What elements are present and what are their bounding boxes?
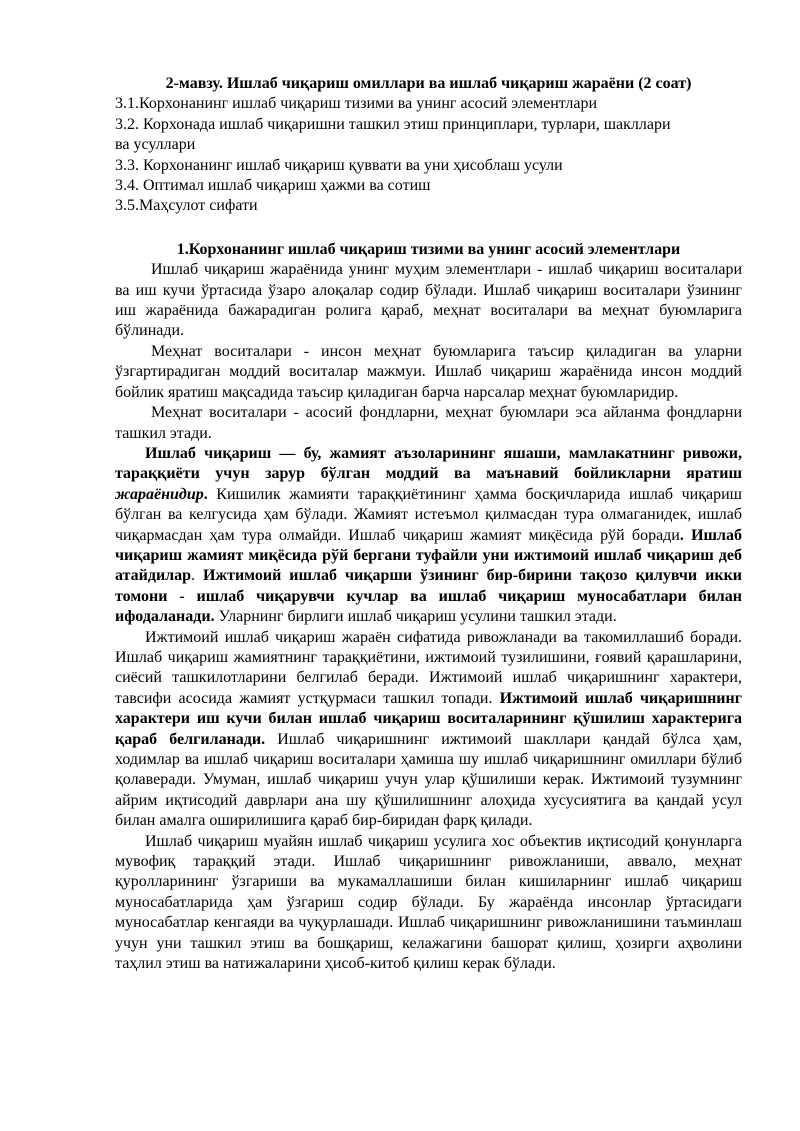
toc-item: 3.5.Маҳсулот сифати: [115, 197, 258, 215]
paragraph: Меҳнат воситалари - асосий фондларни, меҳнат буюмлари эса айланма фондларни ташкил этади.: [115, 404, 742, 442]
body-text: .: [191, 567, 204, 585]
toc-item: 3.4. Оптимал ишлаб чиқариш ҳажми ва сотиш: [115, 177, 431, 195]
body-text: Кишилик жамияти тараққиётининг ҳамма босқичларида ишлаб чиқариш бўлган ва келгусида ҳам бўлади. Жамият истеъмол қилмасдан тура олмаганидек, ишлаб чиқармасдан ҳам тура олмайди. Ишлаб чиқариш жамият миқёсида рўй боради: [115, 485, 742, 544]
paragraph-definition: [115, 444, 742, 628]
document-page: [115, 74, 742, 974]
bold-text: .: [203, 485, 208, 503]
toc-item: 3.1.Корхонанинг ишлаб чиқариш тизими ва унинг асосий элементлари: [115, 95, 597, 113]
bold-text: Ишлаб чиқариш — бу, жамият аъзоларининг яшаши, мамлакатнинг ривожи, тараққиёти учун зарур бўлган моддий ва маънавий бойликларни яратиш: [115, 444, 742, 483]
toc-item: 3.2. Корхонада ишлаб чиқаришни ташкил этиш принциплари, турлари, шакллари ва усуллари: [115, 115, 671, 154]
table-of-contents: [115, 94, 742, 216]
bold-text: Ижтимоий ишлаб чиқарши ўзининг бир-бирини тақозо қилувчи икки томони - ишлаб чиқарувчи кучлар ва ишлаб чиқариш муносабатлари билан ифодаланади.: [115, 567, 743, 626]
paragraph: Меҳнат воситалари - инсон меҳнат буюмларига таъсир қиладиган ва уларни ўзгартирадиган моддий воситалар мажмуи. Ишлаб чиқариш жараёнида инсон моддий бойлик яратиш мақсадида таъсир қиладиган барча нарсалар меҳнат буюмларидир.: [115, 342, 742, 401]
document-title: 2-мавзу. Ишлаб чиқариш омиллари ва ишлаб чиқариш жараёни (2 соат): [165, 75, 692, 92]
paragraph: [115, 628, 742, 832]
body-text: Уларнинг бирлиги ишлаб чиқариш усулини ташкил этади.: [214, 608, 617, 626]
section-heading: 1.Корхонанинг ишлаб чиқариш тизими ва унинг асосий элементлари: [176, 240, 681, 258]
bold-italic-text: жараёнидир: [115, 485, 204, 503]
bold-text: Ижтимоий ишлаб чиқаришнинг характери иш кучи билан ишлаб чиқариш воситаларининг қўшилиш характерига қараб белгиланади.: [115, 689, 742, 748]
body-text: Ижтимоий ишлаб чиқариш жараён сифатида ривожланади ва такомиллашиб боради. Ишлаб чиқариш жамиятнинг тараққиётини, ижтимоий тузилишини, ғоявий қарашларини, сиёсий ташкилотларини белгилаб беради. Ижтимоий ишлаб чиқаришнинг характери, тавсифи асосида жамият устқурмаси ташкил топади.: [115, 628, 742, 707]
bold-text: . Ишлаб чиқариш жамият миқёсида рўй бергани туфайли уни ижтимоий ишлаб чиқариш деб атайдилар: [115, 526, 742, 585]
toc-item: 3.3. Корхонанинг ишлаб чиқариш қуввати ва уни ҳисоблаш усули: [115, 156, 563, 174]
body-text: Ишлаб чиқаришнинг ижтимоий шакллари қандай бўлса ҳам, ходимлар ва ишлаб чиқариш воситалари ҳамиша шу ишлаб чиқаришнинг омиллари бўлиб қолаверади. Умуман, ишлаб чиқариш учун улар қўшилиши керак. Ижтимоий тузумнинг айрим иқтисодий даврлари ана шу қўшилишнинг алоҳида хусусиятига ва қандай усул билан амалга оширилишига қараб бир-биридан фарқ қилади.: [115, 730, 742, 830]
paragraph: Ишлаб чиқариш муайян ишлаб чиқариш усулига хос объектив иқтисодий қонунларга мувофиқ тараққий этади. Ишлаб чиқаришнинг ривожланиши, аввало, меҳнат қуролларининг ўзгариши ва мукамаллашиши билан кишиларнинг ишлаб чиқариш муносабатларида ҳам ўзгариш содир бўлади. Бу жараёнда инсонлар ўртасидаги муносабатлар кенгаяди ва чуқурлашади. Ишлаб чиқаришнинг ривожланишини таъминлаш учун уни ташкил этиш ва бошқариш, келажагини башорат қилиш, ҳозирги аҳволини таҳлил этиш ва натижаларини ҳисоб-китоб қилиш керак бўлади.: [115, 832, 742, 973]
paragraph: Ишлаб чиқариш жараёнида унинг муҳим элементлари - ишлаб чиқариш воситалари ва иш кучи ўртасида ўзаро алоқалар содир бўлади. Ишлаб чиқариш воситалари ўзининг иш жараёнида бажарадиган ролига қараб, меҳнат воситалари ва меҳнат буюмларига бўлинади.: [115, 261, 742, 340]
